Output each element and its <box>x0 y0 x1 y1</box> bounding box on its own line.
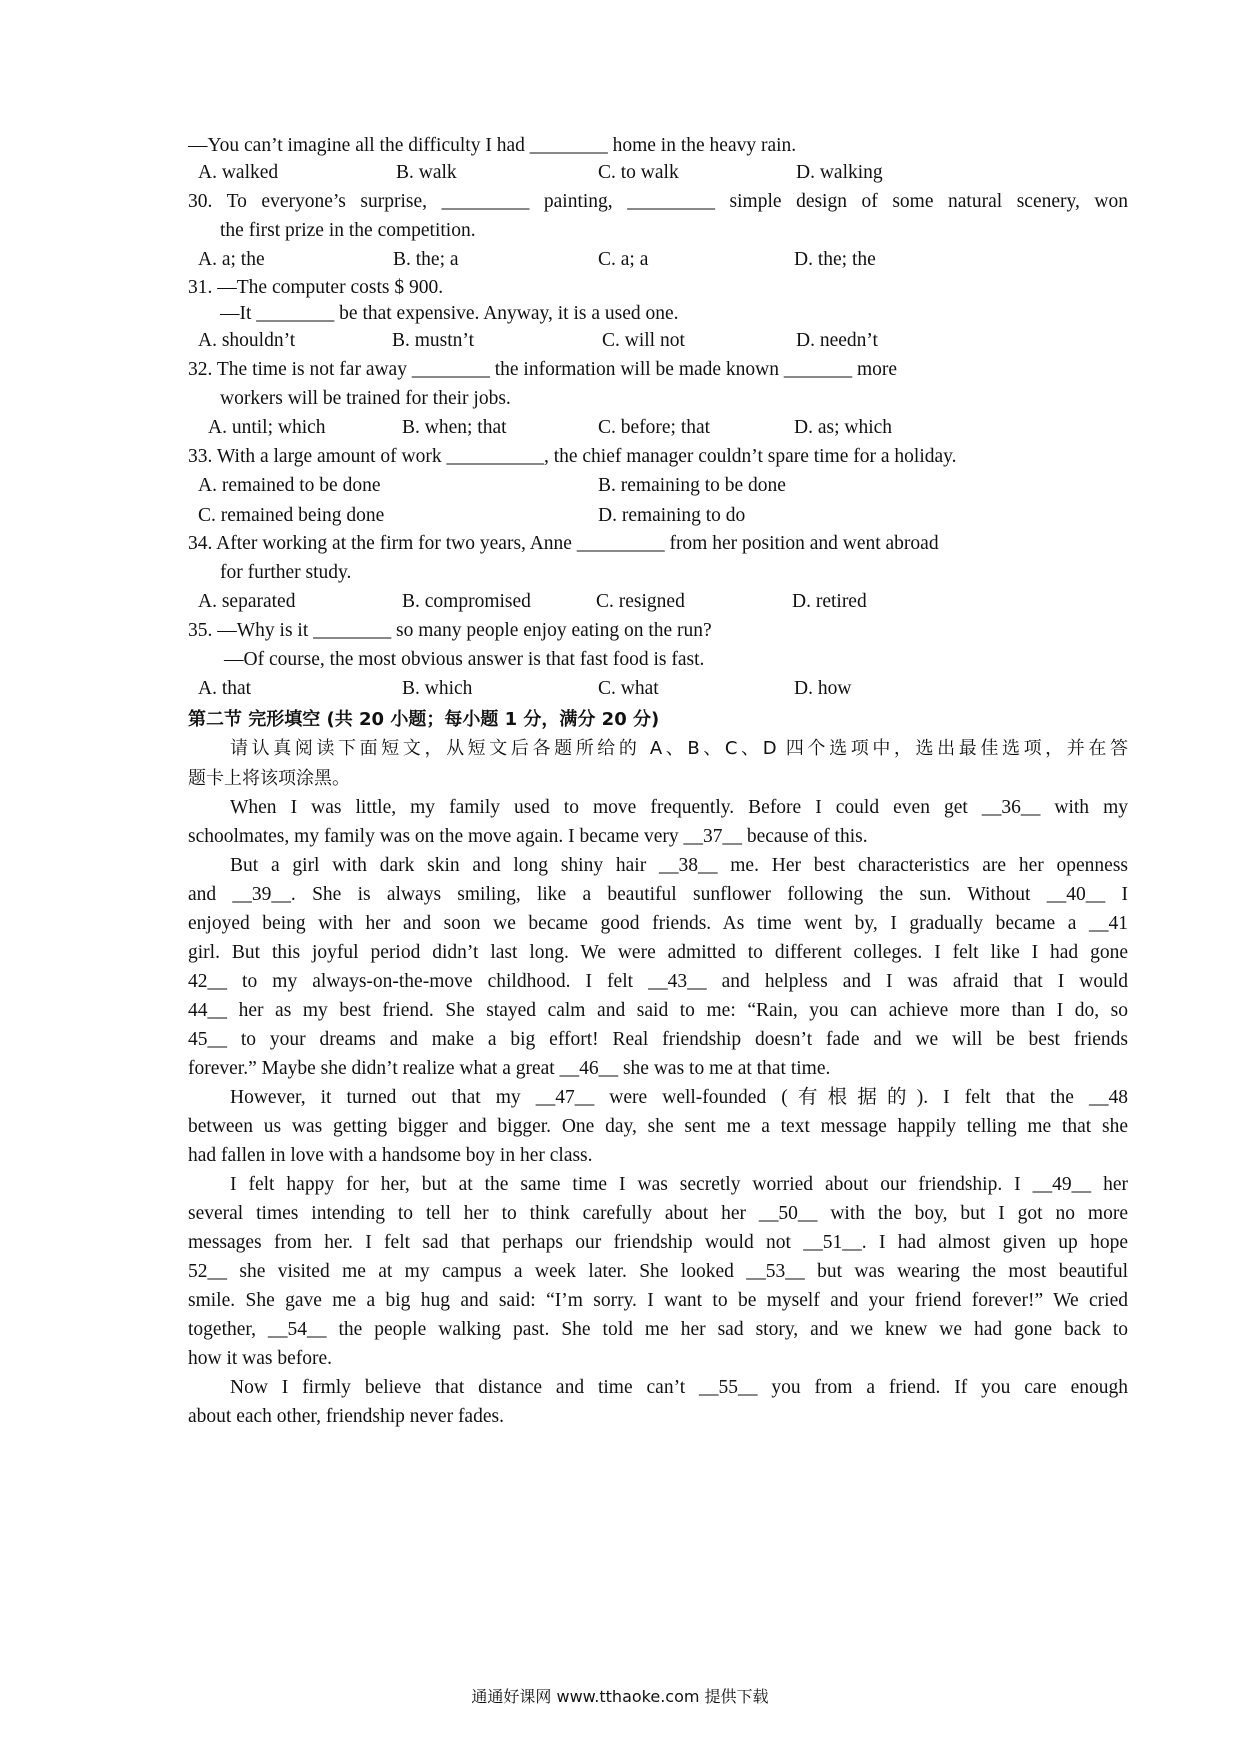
passage-line-8: 44__ her as my best friend. She stayed calm and said to me: “Rain, you can achieve more than I do, so <box>188 1000 1128 1021</box>
q32-option-d: D. as; which <box>794 417 893 438</box>
section-instruction-2: 题卡上将该项涂黑。 <box>188 768 350 789</box>
q29-option-c: C. to walk <box>598 162 679 183</box>
passage-line-17: 52__ she visited me at my campus a week later. She looked __53__ but was wearing the most beautiful <box>188 1261 1128 1282</box>
footer-source: 通通好课网 www.tthaoke.com 提供下载 <box>471 1687 769 1706</box>
q30-option-b: B. the; a <box>393 249 459 270</box>
passage-line-1: When I was little, my family used to move frequently. Before I could even get __36__ with my <box>230 797 1128 818</box>
q34-option-d: D. retired <box>792 591 867 612</box>
q35-option-d: D. how <box>794 678 852 699</box>
section-instruction-1: 请认真阅读下面短文，从短文后各题所给的 A、B、C、D 四个选项中，选出最佳选项，并在答 <box>230 738 1128 759</box>
q31-option-b: B. mustn’t <box>392 330 474 351</box>
passage-line-20: how it was before. <box>188 1348 333 1369</box>
q29-stem: —You can’t imagine all the difficulty I had ________ home in the heavy rain. <box>188 135 797 156</box>
q34-option-c: C. resigned <box>596 591 685 612</box>
q29-option-b: B. walk <box>396 162 457 183</box>
q35-option-a: A. that <box>198 678 252 699</box>
passage-line-16: messages from her. I felt sad that perhaps our friendship would not __51__. I had almost given up hope <box>188 1232 1128 1253</box>
passage-line-7: 42__ to my always-on-the-move childhood. I felt __43__ and helpless and I was afraid that I would <box>188 971 1128 992</box>
passage-line-4: and __39__. She is always smiling, like a beautiful sunflower following the sun. Without __40__ I <box>188 884 1128 905</box>
q30-option-c: C. a; a <box>598 249 649 270</box>
passage-line-22: about each other, friendship never fades. <box>188 1406 504 1427</box>
q33-option-b: B. remaining to be done <box>598 475 786 496</box>
q31-stem-1: 31. —The computer costs $ 900. <box>188 277 444 298</box>
q34-stem-1: 34. After working at the firm for two years, Anne _________ from her position and went abroad <box>188 533 939 554</box>
section-heading: 第二节 完形填空 (共 20 小题；每小题 1 分，满分 20 分) <box>188 709 660 730</box>
q29-option-d: D. walking <box>796 162 883 183</box>
q31-option-a: A. shouldn’t <box>198 330 296 351</box>
q34-option-a: A. separated <box>198 591 296 612</box>
q30-option-d: D. the; the <box>794 249 876 270</box>
q32-stem-2: workers will be trained for their jobs. <box>220 388 511 409</box>
q35-option-b: B. which <box>402 678 473 699</box>
q29-option-a: A. walked <box>198 162 279 183</box>
q32-option-b: B. when; that <box>402 417 507 438</box>
passage-line-3: But a girl with dark skin and long shiny hair __38__ me. Her best characteristics are her openness <box>230 855 1128 876</box>
q34-option-b: B. compromised <box>402 591 531 612</box>
q35-stem-2: —Of course, the most obvious answer is that fast food is fast. <box>224 649 705 670</box>
q30-stem-1: 30. To everyone’s surprise, _________ painting, _________ simple design of some natural scenery, won <box>188 191 1128 212</box>
q33-stem: 33. With a large amount of work __________, the chief manager couldn’t spare time for a holiday. <box>188 446 957 467</box>
q32-stem-1: 32. The time is not far away ________ the information will be made known _______ more <box>188 359 898 380</box>
passage-line-2: schoolmates, my family was on the move again. I became very __37__ because of this. <box>188 826 868 847</box>
passage-line-12: between us was getting bigger and bigger. One day, she sent me a text message happily telling me that she <box>188 1116 1128 1137</box>
q33-option-c: C. remained being done <box>198 505 385 526</box>
passage-line-9: 45__ to your dreams and make a big effort! Real friendship doesn’t fade and we will be best friends <box>188 1029 1128 1050</box>
passage-line-11: However, it turned out that my __47__ were well-founded (有根据的). I felt that the __48 <box>230 1087 1128 1108</box>
passage-line-18: smile. She gave me a big hug and said: “I’m sorry. I want to be myself and your friend forever!” We cried <box>188 1290 1128 1311</box>
q31-option-c: C. will not <box>602 330 685 351</box>
q35-option-c: C. what <box>598 678 659 699</box>
q32-option-c: C. before; that <box>598 417 711 438</box>
q35-stem-1: 35. —Why is it ________ so many people enjoy eating on the run? <box>188 620 712 641</box>
passage-line-5: enjoyed being with her and soon we became good friends. As time went by, I gradually became a __41 <box>188 913 1128 934</box>
passage-line-13: had fallen in love with a handsome boy in her class. <box>188 1145 593 1166</box>
q30-stem-2: the first prize in the competition. <box>220 220 476 241</box>
passage-line-19: together, __54__ the people walking past. She told me her sad story, and we knew we had gone back to <box>188 1319 1128 1340</box>
q33-option-d: D. remaining to do <box>598 505 746 526</box>
q32-option-a: A. until; which <box>208 417 326 438</box>
q34-stem-2: for further study. <box>220 562 352 583</box>
passage-line-15: several times intending to tell her to think carefully about her __50__ with the boy, but I got no more <box>188 1203 1128 1224</box>
passage-line-21: Now I firmly believe that distance and time can’t __55__ you from a friend. If you care enough <box>230 1377 1128 1398</box>
q31-option-d: D. needn’t <box>796 330 878 351</box>
q30-option-a: A. a; the <box>198 249 265 270</box>
passage-line-14: I felt happy for her, but at the same time I was secretly worried about our friendship. I __49__ her <box>230 1174 1128 1195</box>
q33-option-a: A. remained to be done <box>198 475 381 496</box>
passage-line-10: forever.” Maybe she didn’t realize what a great __46__ she was to me at that time. <box>188 1058 831 1079</box>
passage-line-6: girl. But this joyful period didn’t last long. We were admitted to different colleges. I felt like I had gone <box>188 942 1128 963</box>
q31-stem-2: —It ________ be that expensive. Anyway, it is a used one. <box>220 303 679 324</box>
